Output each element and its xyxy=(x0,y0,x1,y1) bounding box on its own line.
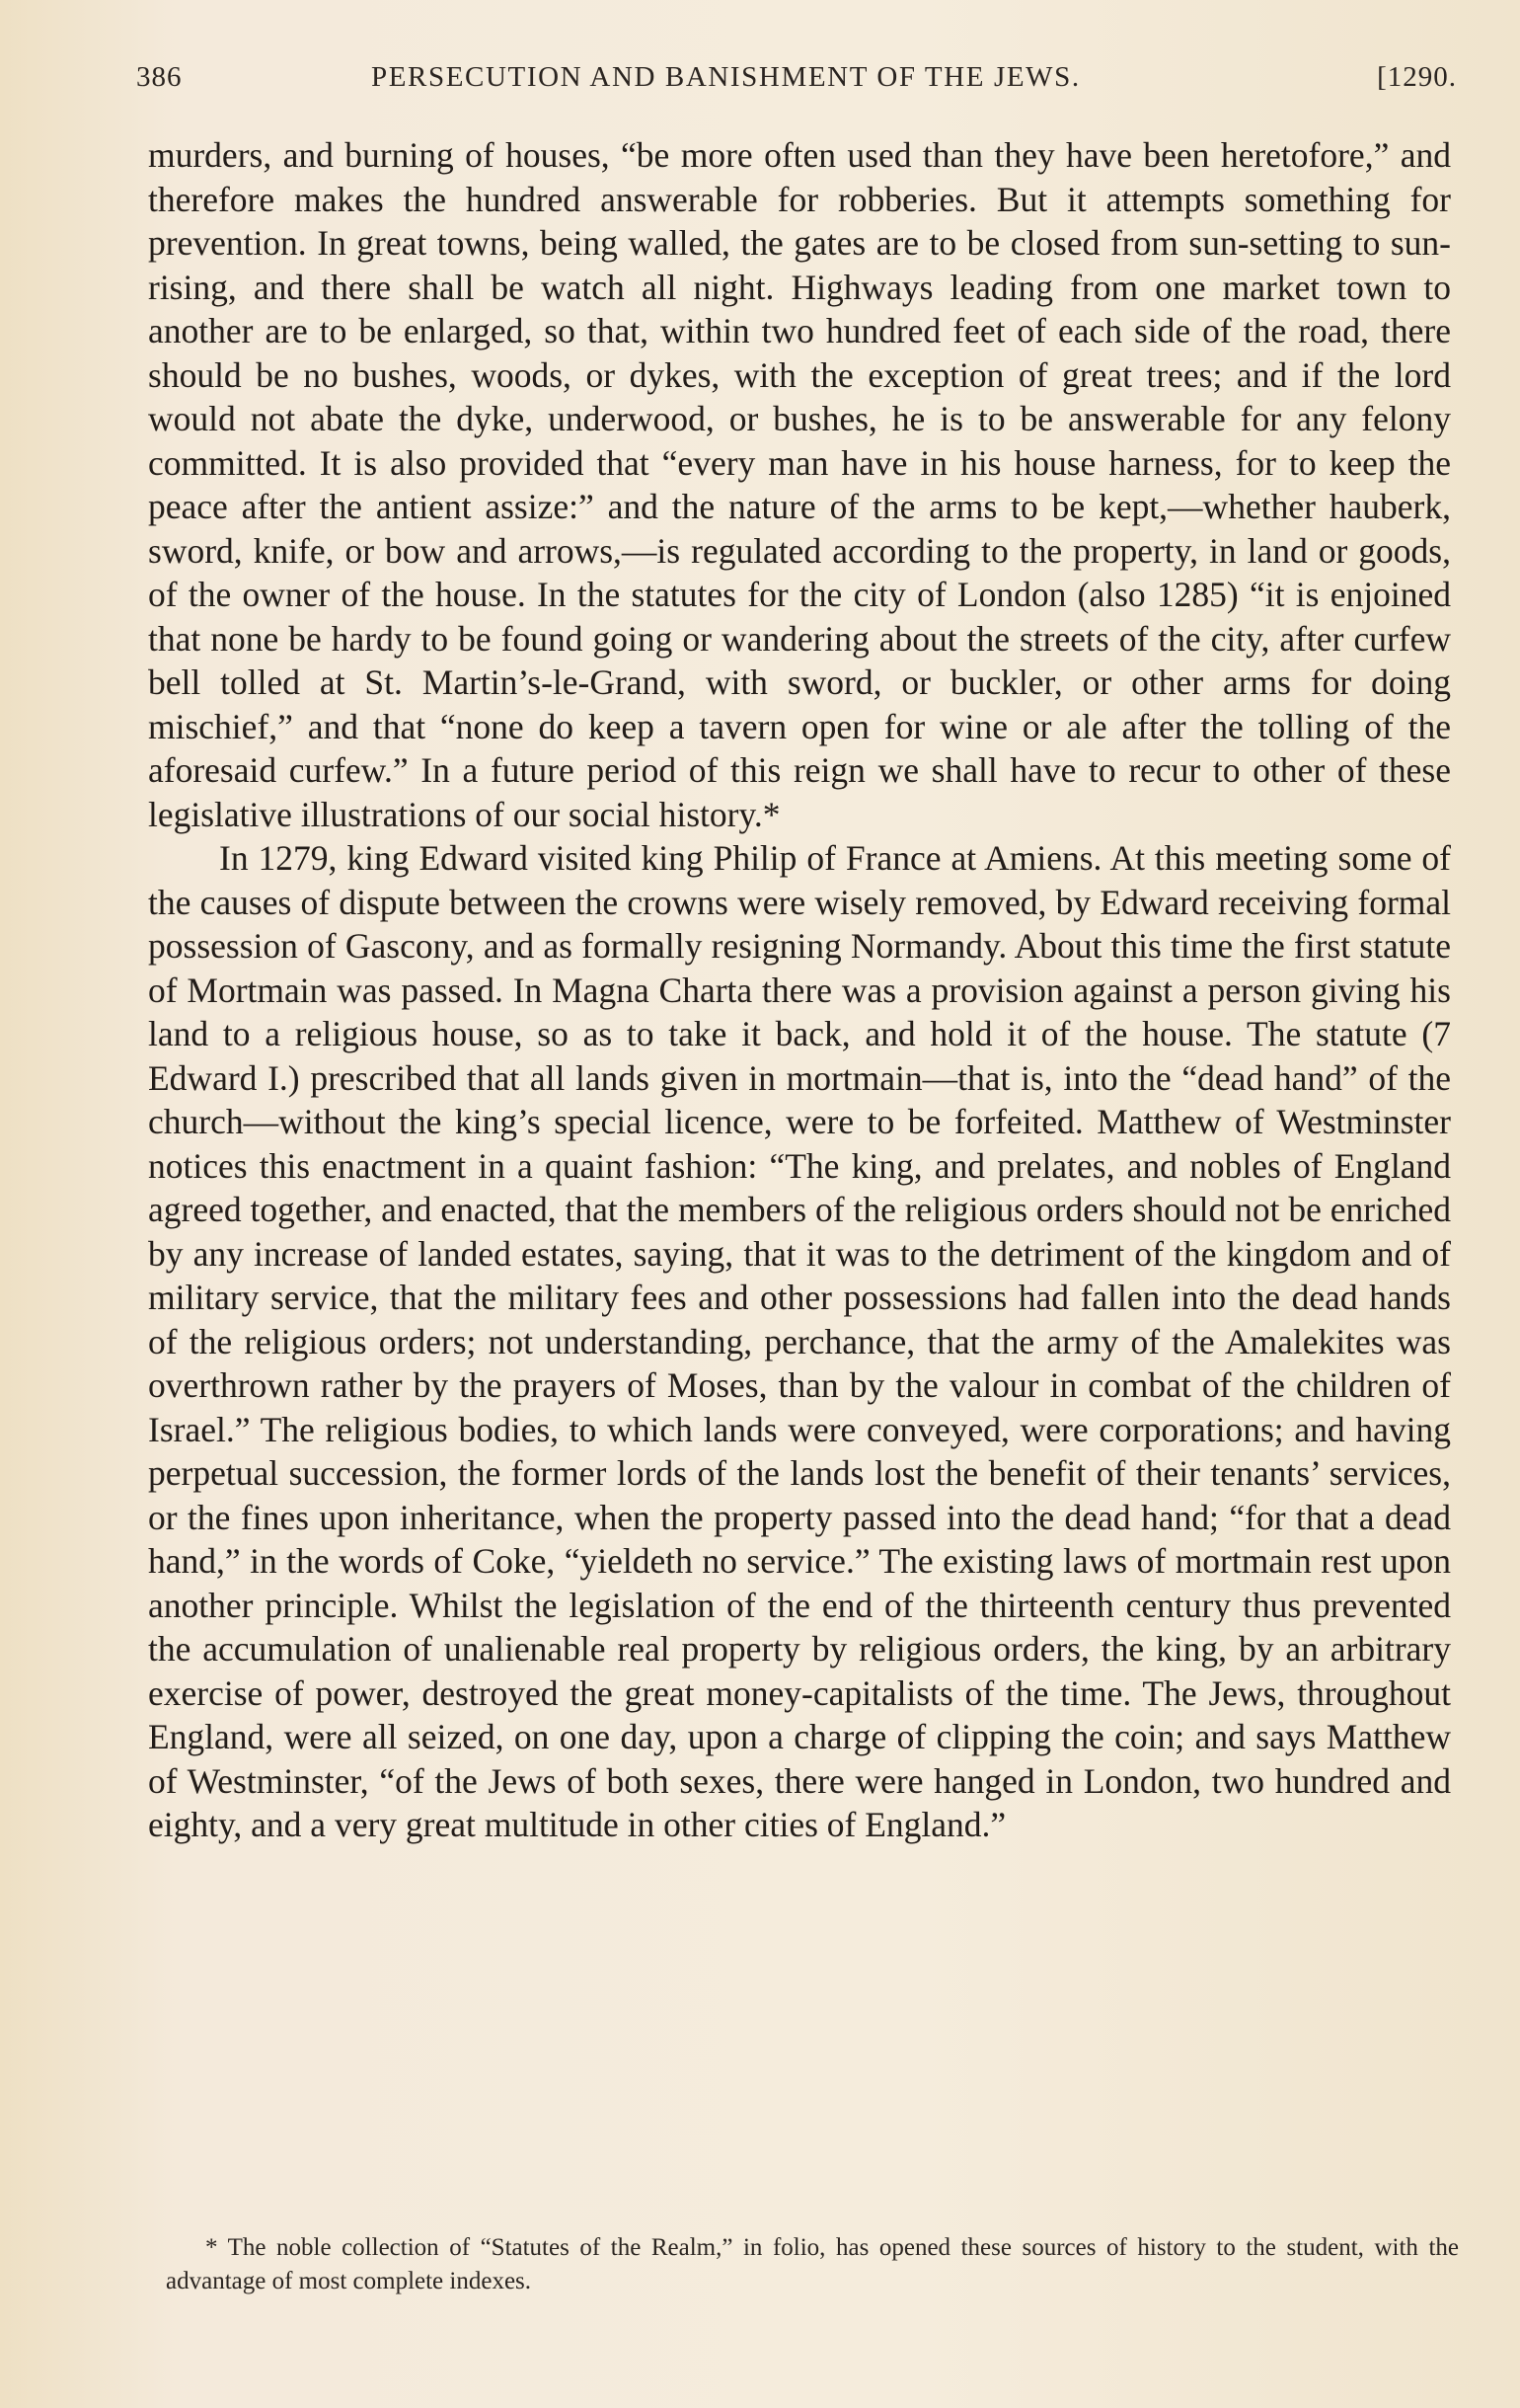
page-number: 386 xyxy=(136,61,183,93)
year-marker: [1290. xyxy=(1377,61,1457,93)
page-header xyxy=(136,61,1457,111)
paragraph-1: murders, and burning of houses, “be more often used than they have been heretofore,” and therefore makes the hundred answerable for robberies. But it attempts something for prevention. In great towns, being walled, the gates are to be closed from sun-setting to sun-rising, and there shall be watch all night. Highways leading from one market town to another are to be enlarged, so that, within two hundred feet of each side of the road, there should be no bushes, woods, or dykes, with the exception of great trees; and if the lord would not abate the dyke, underwood, or bushes, he is to be answerable for any felony committed. It is also provided that “every man have in his house harness, for to keep the peace after the antient assize:” and the nature of the arms to be kept,—whether hauberk, sword, knife, or bow and arrows,—is regulated according to the property, in land or goods, of the owner of the house. In the statutes for the city of London (also 1285) “it is enjoined that none be hardy to be found going or wandering about the streets of the city, after curfew bell tolled at St. Martin’s-le-Grand, with sword, or buckler, or other arms for doing mischief,” and that “none do keep a tavern open for wine or ale after the tolling of the aforesaid curfew.” In a future period of this reign we shall have to recur to other of these legislative illustrations of our social history.* xyxy=(148,135,1451,834)
body-text xyxy=(148,133,1451,1847)
footnote: * The noble collection of “Statutes of the Realm,” in folio, has opened these sources of history to the student, with the advantage of most complete indexes. xyxy=(166,2234,1459,2294)
running-title: PERSECUTION AND BANISHMENT OF THE JEWS. xyxy=(371,61,1081,93)
paragraph-2: In 1279, king Edward visited king Philip of France at Amiens. At this meeting some of the causes of dispute between the crowns were wisely removed, by Edward receiving formal possession of Gascony, and as formally resigning Normandy. About this time the first statute of Mortmain was passed. In Magna Charta there was a provision against a person giving his land to a religious house, so as to take it back, and hold it of the house. The statute (7 Edward I.) prescribed that all lands given in mortmain—that is, into the “dead hand” of the church—without the king’s special licence, were to be forfeited. Matthew of Westminster notices this enactment in a quaint fashion: “The king, and prelates, and nobles of England agreed together, and enacted, that the members of the religious orders should not be enriched by any increase of landed estates, saying, that it was to the detriment of the kingdom and of military service, that the military fees and other possessions had fallen into the dead hands of the religious orders; not understanding, perchance, that the army of the Amalekites was overthrown rather by the prayers of Moses, than by the valour in combat of the children of Israel.” The religious bodies, to which lands were conveyed, were corporations; and having perpetual succession, the former lords of the lands lost the benefit of their tenants’ services, or the fines upon inheritance, when the property passed into the dead hand; “for that a dead hand,” in the words of Coke, “yieldeth no service.” The existing laws of mortmain rest upon another principle. Whilst the legislation of the end of the thirteenth century thus prevented the accumulation of unalienable real property by religious orders, the king, by an arbitrary exercise of power, destroyed the great money-capitalists of the time. The Jews, throughout England, were all seized, on one day, upon a charge of clipping the coin; and says Matthew of Westminster, “of the Jews of both sexes, there were hanged in London, two hundred and eighty, and a very great multitude in other cities of England.” xyxy=(148,838,1451,1844)
